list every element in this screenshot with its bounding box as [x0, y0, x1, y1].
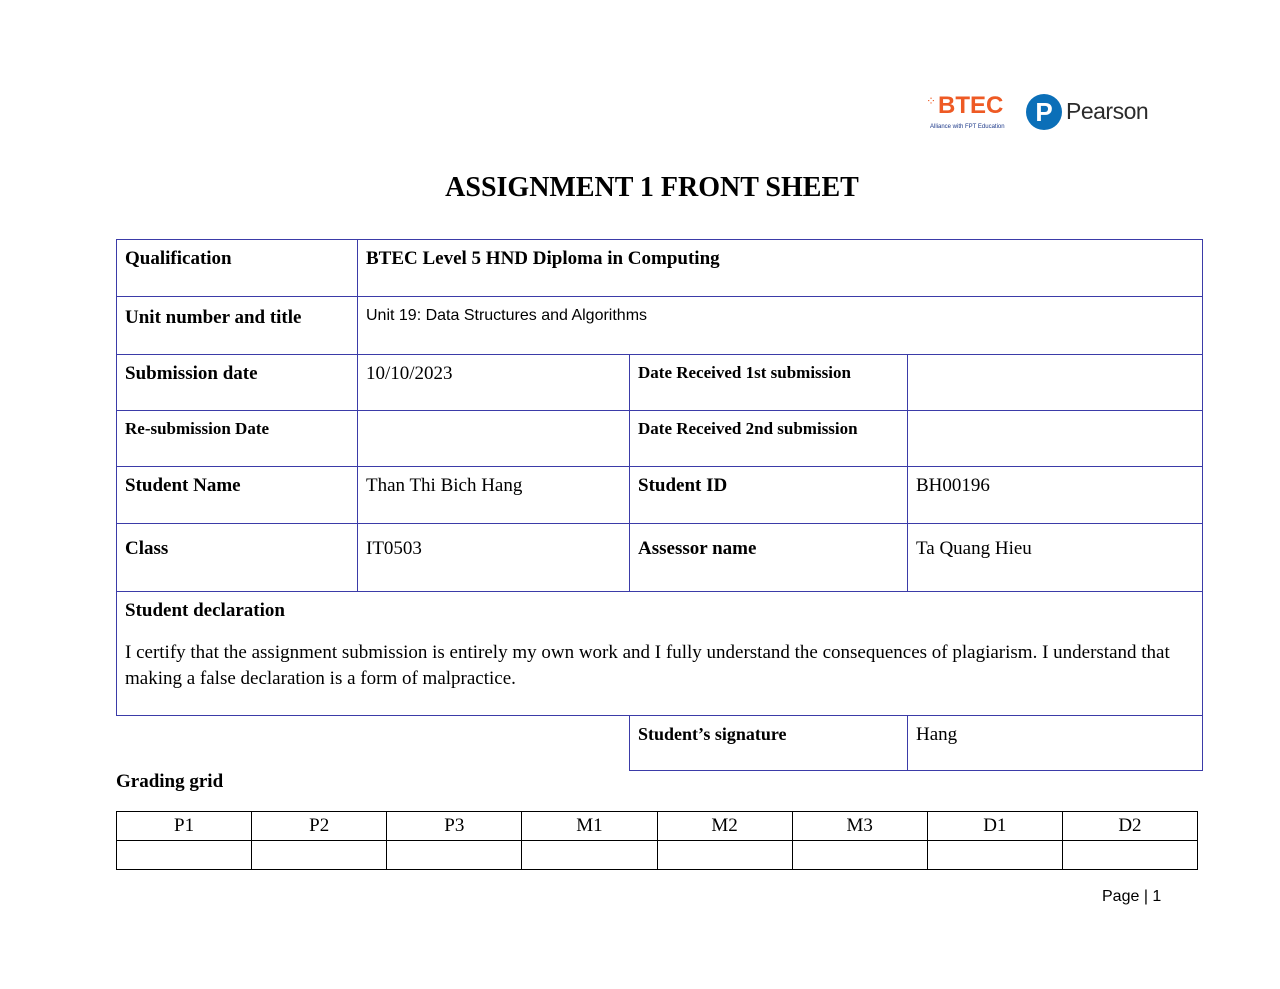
grading-header-row: [117, 812, 1198, 841]
student-name-label: Student Name: [117, 467, 358, 524]
date-received-1-value: [908, 355, 1203, 411]
grade-value-p3: [387, 841, 522, 870]
assessor-value: Ta Quang Hieu: [908, 524, 1203, 592]
submission-row: [117, 355, 1203, 411]
unit-label: Unit number and title: [117, 297, 358, 355]
signature-spacer: [117, 716, 630, 771]
grade-value-m3: [792, 841, 927, 870]
signature-row: [117, 716, 1203, 771]
grade-value-d2: [1062, 841, 1197, 870]
grade-value-p1: [117, 841, 252, 870]
grading-grid-label: Grading grid: [116, 771, 224, 792]
declaration-heading: Student declaration: [125, 600, 285, 621]
grade-header-d2: D2: [1062, 812, 1197, 841]
student-row: [117, 467, 1203, 524]
student-id-value: BH00196: [908, 467, 1203, 524]
pearson-icon: P: [1026, 94, 1062, 130]
submission-date-value: 10/10/2023: [358, 355, 630, 411]
submission-date-label: Submission date: [117, 355, 358, 411]
declaration-text: I certify that the assignment submission is entirely my own work and I fully understand the consequences of plagiarism. I understand that making a false declaration is a form of malpractice.: [125, 642, 1170, 689]
declaration-row: [117, 592, 1203, 716]
qualification-label: Qualification: [117, 240, 358, 297]
grade-value-p2: [252, 841, 387, 870]
grade-header-p1: P1: [117, 812, 252, 841]
grade-value-m2: [657, 841, 792, 870]
grade-header-p3: P3: [387, 812, 522, 841]
assessor-label: Assessor name: [630, 524, 908, 592]
logo-bar: [918, 88, 1158, 144]
grade-value-m1: [522, 841, 657, 870]
pearson-logo-text: Pearson: [1066, 98, 1149, 124]
grading-value-row: [117, 841, 1198, 870]
student-name-value: Than Thi Bich Hang: [358, 467, 630, 524]
date-received-2-label: Date Received 2nd submission: [630, 411, 908, 467]
btec-dots-icon: ⁘: [926, 94, 937, 108]
class-label: Class: [117, 524, 358, 592]
grade-header-m3: M3: [792, 812, 927, 841]
class-row: [117, 524, 1203, 592]
grade-value-d1: [927, 841, 1062, 870]
unit-value: Unit 19: Data Structures and Algorithms: [358, 297, 1203, 355]
unit-row: [117, 297, 1203, 355]
btec-logo-text: BTEC: [938, 92, 1004, 119]
date-received-1-label: Date Received 1st submission: [630, 355, 908, 411]
grade-header-d1: D1: [927, 812, 1062, 841]
resubmission-row: [117, 411, 1203, 467]
btec-logo: [928, 92, 1008, 136]
qualification-row: [117, 240, 1203, 297]
signature-label: Student’s signature: [630, 716, 908, 771]
btec-logo-tagline: Alliance with FPT Education: [930, 124, 1005, 130]
front-sheet-table: [116, 239, 1203, 771]
date-received-2-value: [908, 411, 1203, 467]
grading-grid: [116, 811, 1198, 870]
student-id-label: Student ID: [630, 467, 908, 524]
qualification-value: BTEC Level 5 HND Diploma in Computing: [358, 240, 1203, 297]
signature-value: Hang: [908, 716, 1203, 771]
class-value: IT0503: [358, 524, 630, 592]
resubmission-value: [358, 411, 630, 467]
page-title: ASSIGNMENT 1 FRONT SHEET: [445, 172, 859, 203]
resubmission-label: Re-submission Date: [117, 411, 358, 467]
grade-header-m1: M1: [522, 812, 657, 841]
pearson-logo: [1026, 94, 1156, 134]
grade-header-m2: M2: [657, 812, 792, 841]
grade-header-p2: P2: [252, 812, 387, 841]
declaration-cell: [117, 592, 1203, 716]
page-number: Page | 1: [1102, 888, 1162, 905]
